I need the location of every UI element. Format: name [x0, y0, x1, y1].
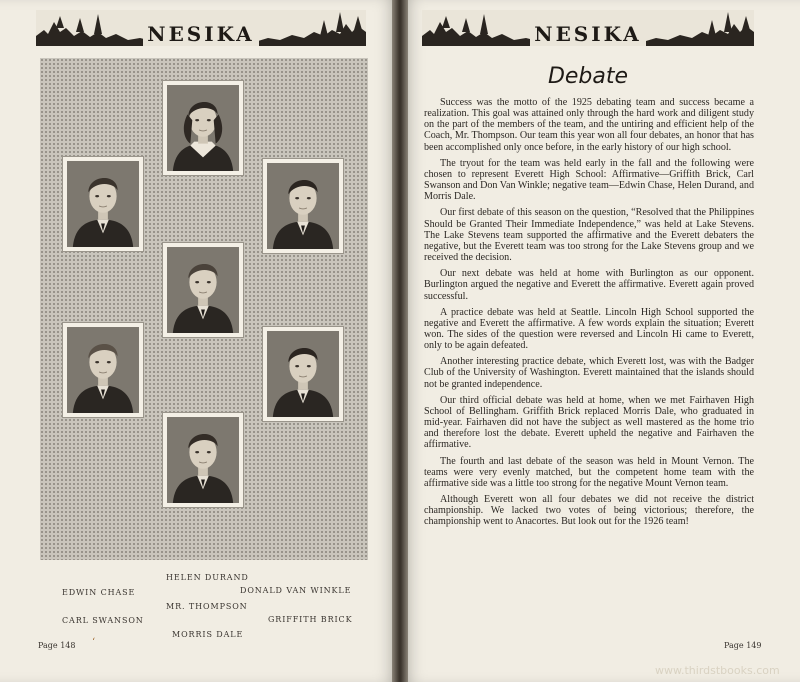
article-paragraph: The tryout for the team was held early in the fall and the following were chosen to represent Everett High School: Affirmative—Griffith Brick, Carl Swanson and Don Van Winkle; negative team—Edwin Chase, Helen Durand, and Morris Dale.	[424, 157, 754, 203]
portrait-photo	[162, 242, 244, 338]
portrait-photo	[162, 412, 244, 508]
article-paragraph: The fourth and last debate of the season was held in Mount Vernon. The teams were very evenly matched, but the competent home team with the affirmative side was a little too strong for the negative Mount Vernon team.	[424, 455, 754, 489]
article-paragraph: Another interesting practice debate, which Everett lost, was with the Badger Club of the University of Washington. Everett maintained that the islands should not be granted independence.	[424, 356, 754, 390]
caption-helen-durand: HELEN DURAND	[166, 573, 249, 582]
article-paragraph: A practice debate was held at Seattle. Lincoln High School supported the negative and Everett the affirmative. A few words explain the situation; Everett won. The sides of the question were reversed and Lincoln Hi came to Everett, only to be again defeated.	[424, 306, 754, 352]
portrait-photo	[62, 322, 144, 418]
article-paragraph: Although Everett won all four debates we did not receive the district championship. We lacked two votes of being victorious; therefore, the championship went to Anacortes. But look out for the 1926 team!	[424, 494, 754, 528]
portrait-figure-icon	[167, 417, 239, 503]
portrait-figure-icon	[167, 247, 239, 333]
right-header-title: NESIKA	[530, 22, 645, 46]
article-paragraph: Our third official debate was held at home, when we met Fairhaven High School of Bellingham. Griffith Brick replaced Morris Dale, who graduated in mid-year. Fairhaven did not have the subject as well mastered as the home trio and therefore lost the debate. Everett upheld the negative and Fairhaven the affirmative.	[424, 394, 754, 451]
portrait-photo	[62, 156, 144, 252]
book-spine	[392, 0, 408, 682]
article-paragraph: Our next debate was held at home with Burlington as our opponent. Burlington argued the negative and Everett the affirmative. Everett again proved successful.	[424, 268, 754, 302]
caption-carl-swanson: CARL SWANSON	[62, 616, 144, 625]
portrait-figure-icon	[67, 327, 139, 413]
pencil-mark-icon: ‘	[92, 637, 96, 648]
right-page-number: Page 149	[724, 641, 762, 650]
left-header-banner	[36, 10, 366, 46]
article-paragraph: Our first debate of this season on the question, “Resolved that the Philippines Should be Granted Their Immediate Independence,” was held at Lake Stevens. The Lake Stevens team supported the affirmative and the Everett debaters the negative, but the Everett team was too strong for the Lake Stevens group and we received the decision.	[424, 207, 754, 264]
portrait-photo	[262, 326, 344, 422]
caption-edwin-chase: EDWIN CHASE	[62, 588, 136, 597]
portrait-photo	[262, 158, 344, 254]
portrait-figure-icon	[67, 161, 139, 247]
portrait-figure-icon	[267, 331, 339, 417]
article-body	[424, 97, 754, 532]
caption-morris-dale: MORRIS DALE	[172, 630, 244, 639]
portrait-figure-icon	[267, 163, 339, 249]
left-page-number: Page 148	[38, 641, 76, 650]
caption-donald-van-winkle: DONALD VAN WINKLE	[240, 586, 352, 595]
left-header-title: NESIKA	[143, 22, 258, 46]
caption-mr-thompson: MR. THOMPSON	[166, 602, 248, 611]
article-paragraph: Success was the motto of the 1925 debating team and success became a realization. This goal was attained only through the hard work and diligent study on the part of the members of the team, and the untiring and efficient help of the Coach, Mr. Thompson. Our team this year won all four debates, an honor that has been accomplished only once before, in the early history of our high school.	[424, 97, 754, 153]
right-header-banner	[422, 10, 754, 46]
watermark: www.thirdstbooks.com	[655, 664, 780, 677]
caption-griffith-brick: GRIFFITH BRICK	[268, 615, 353, 624]
portrait-figure-icon	[167, 85, 239, 171]
portrait-photo	[162, 80, 244, 176]
article-title: Debate	[547, 64, 629, 89]
